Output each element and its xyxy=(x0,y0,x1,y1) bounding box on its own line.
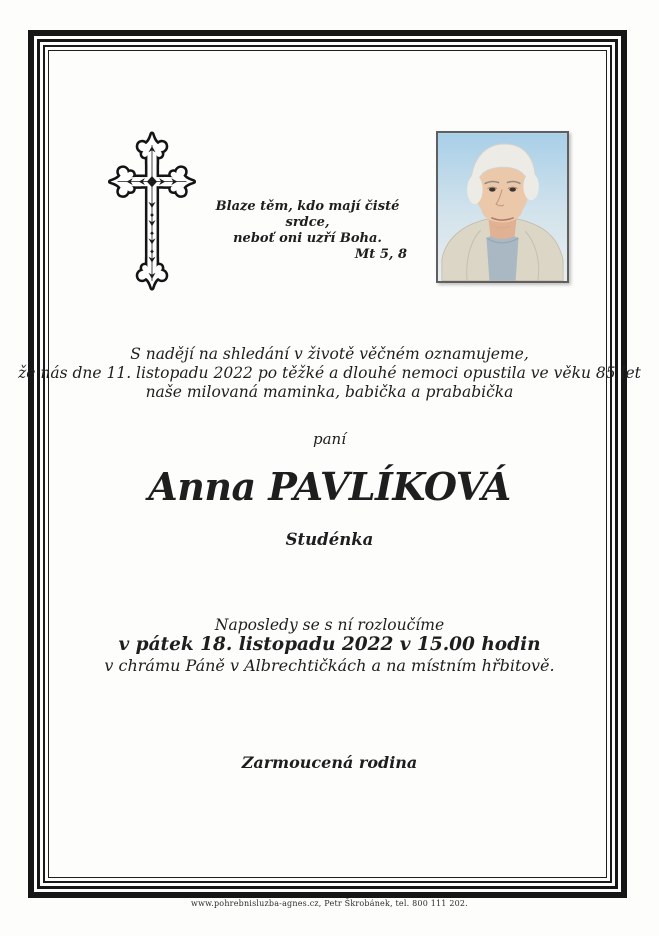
announcement-line: S nadějí na shledání v životě věčném oznamujeme, xyxy=(130,345,529,363)
announcement-line: že nás dne 11. listopadu 2022 po těžké a dlouhé nemoci opustila ve věku 85 let xyxy=(18,364,641,382)
ornate-cross-icon xyxy=(107,131,197,291)
scripture-quote xyxy=(200,199,415,263)
quote-reference: Mt 5, 8 xyxy=(354,247,407,262)
farewell-datetime: v pátek 18. listopadu 2022 v 15.00 hodin xyxy=(118,634,541,655)
farewell-place: v chrámu Páně v Albrechtičkách a na místním hřbitově. xyxy=(104,656,555,675)
quote-line: Blaze těm, kdo mají čisté srdce, xyxy=(215,199,400,230)
deceased-name: Anna PAVLÍKOVÁ xyxy=(148,464,511,509)
announcement-line: naše milovaná maminka, babička a prababička xyxy=(145,383,514,401)
funeral-service-footer: www.pohrebnisluzba-agnes.cz, Petr Škrobánek, tel. 800 111 202. xyxy=(191,899,468,908)
portrait-photo xyxy=(436,131,569,283)
farewell-intro: Naposledy se s ní rozloučíme xyxy=(214,616,445,634)
deceased-title-prefix: paní xyxy=(312,430,346,448)
announcement-text xyxy=(0,345,659,402)
signature-mourning-family: Zarmoucená rodina xyxy=(241,753,418,772)
deceased-town: Studénka xyxy=(285,530,374,549)
quote-line: neboť oni uzří Boha. xyxy=(233,231,382,246)
